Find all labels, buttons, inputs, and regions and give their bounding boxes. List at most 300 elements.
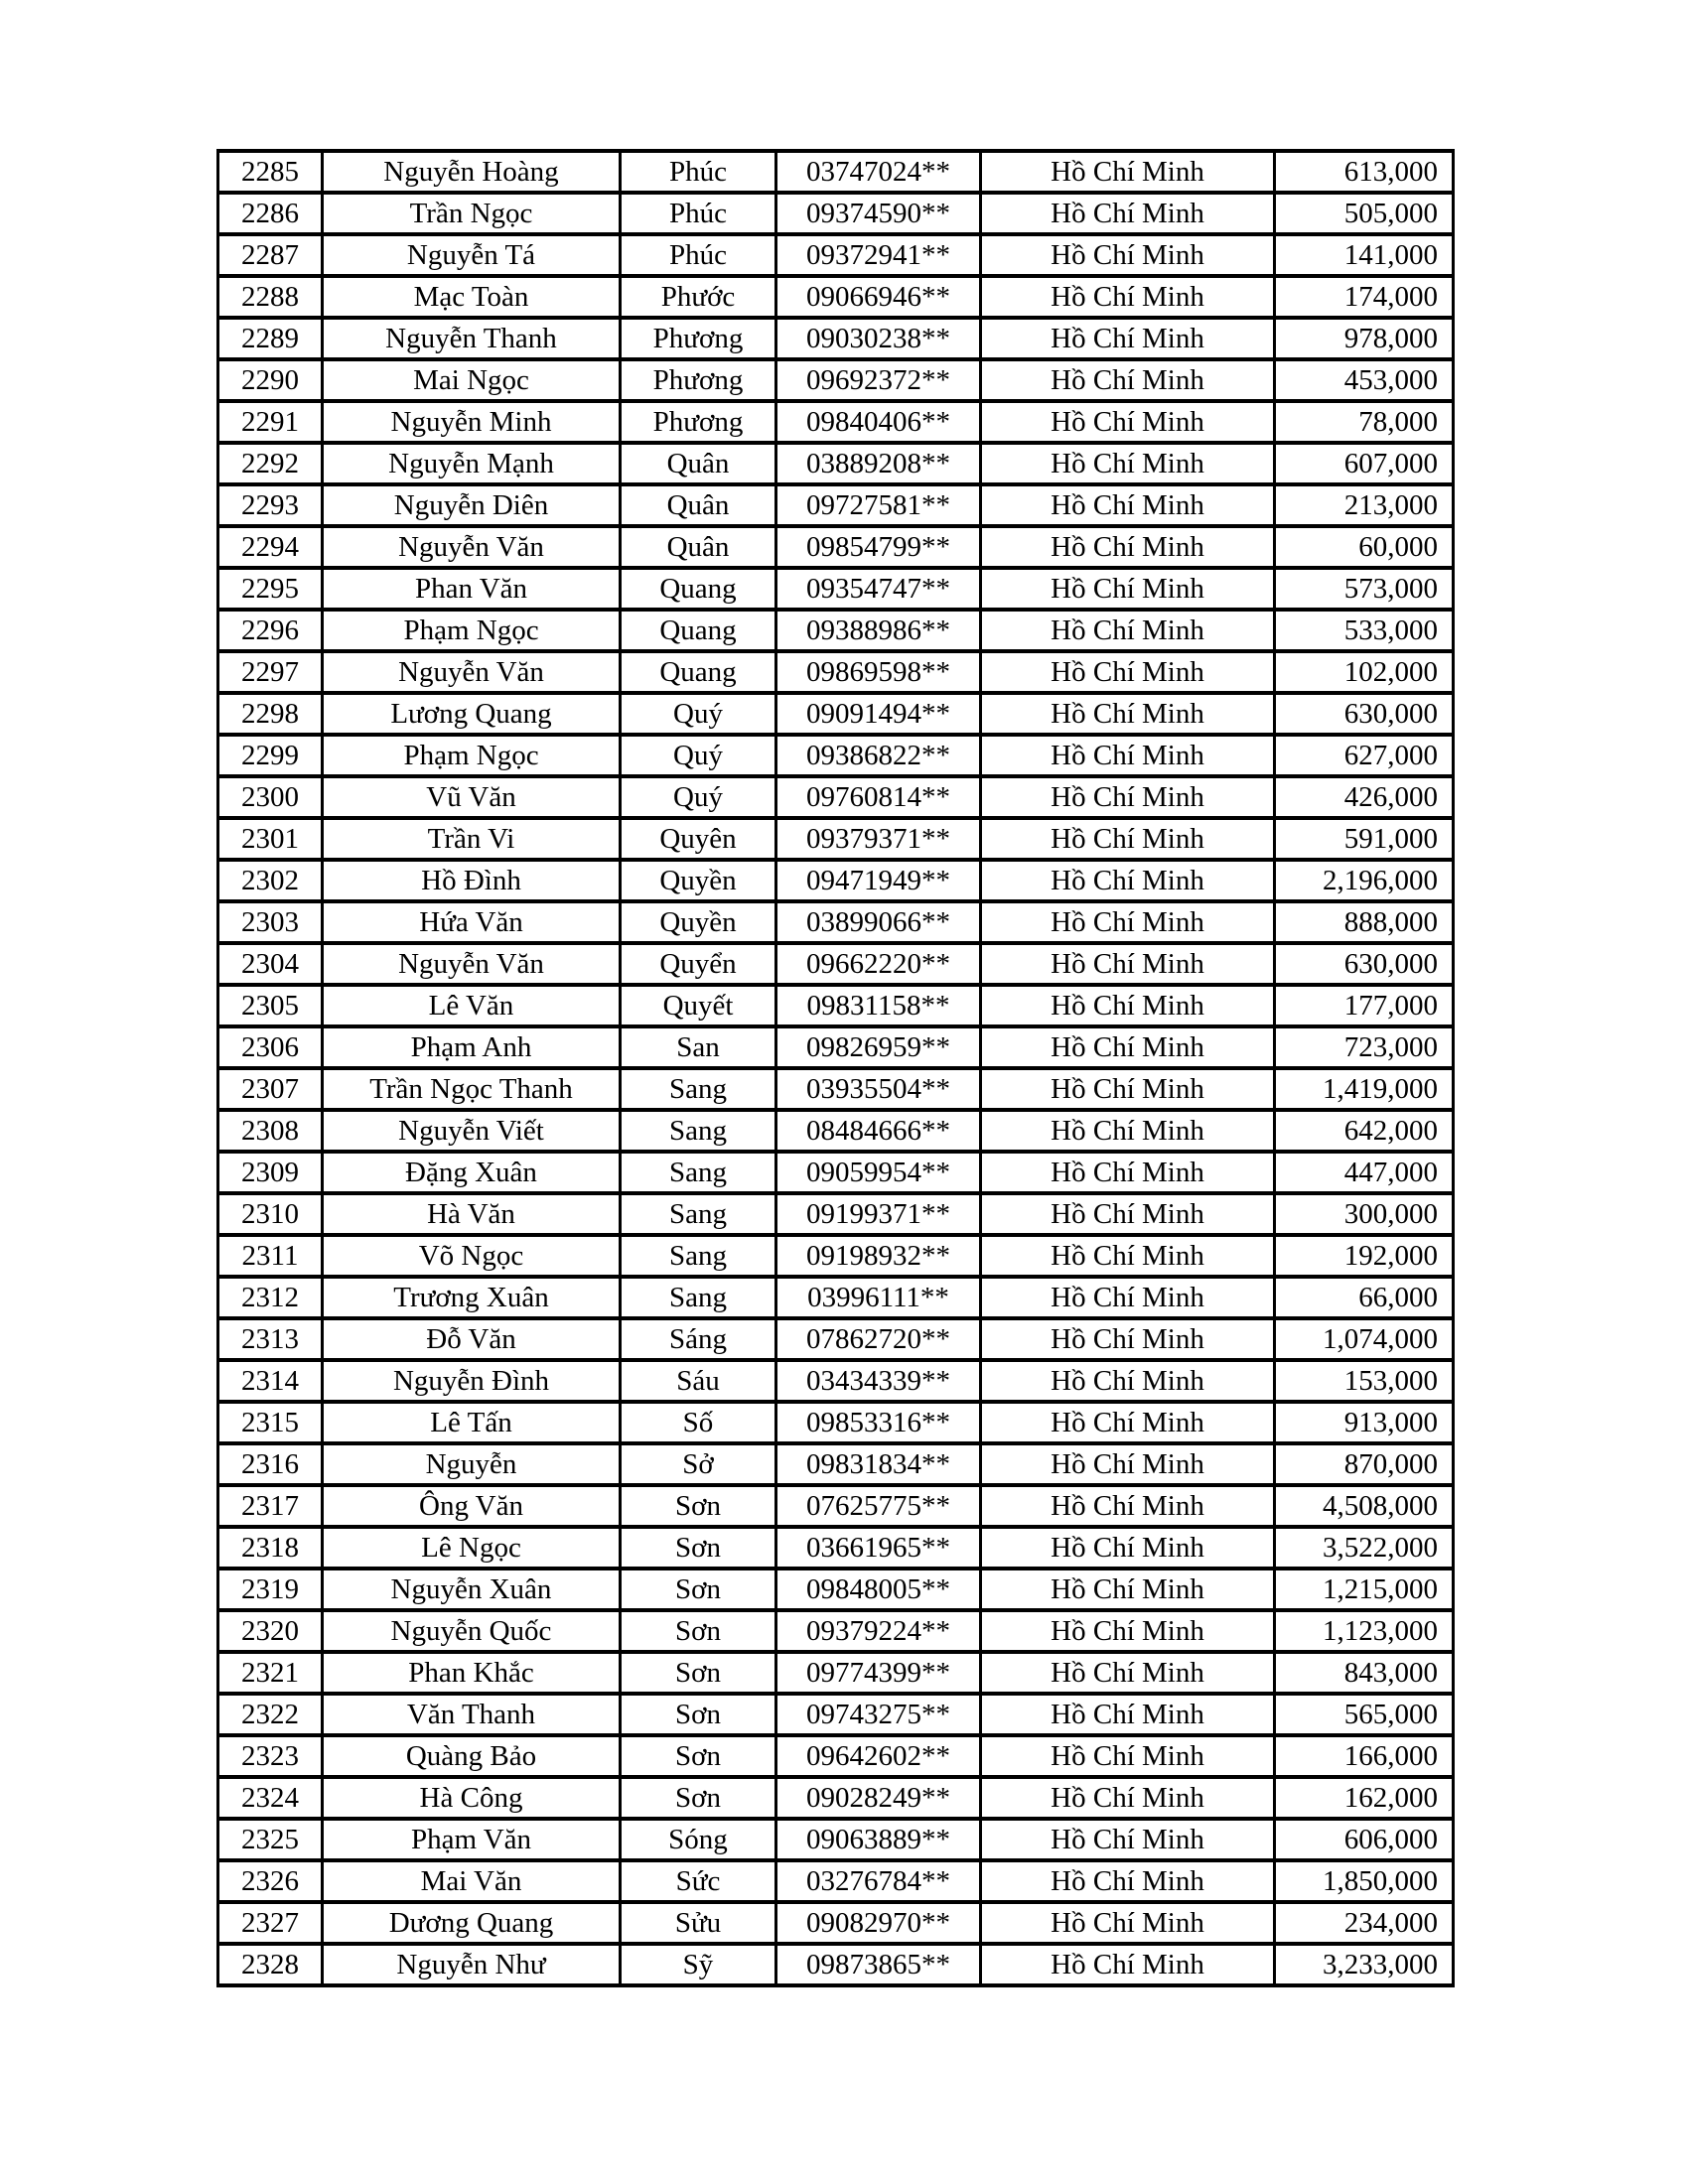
cell-amount: 978,000 — [1275, 318, 1454, 359]
cell-first-name: Quàng Bảo — [323, 1735, 621, 1777]
cell-phone-masked: 09692372** — [776, 359, 981, 401]
table-row — [218, 1944, 1454, 1985]
cell-first-name: Nguyễn Thanh — [323, 318, 621, 359]
cell-city: Hồ Chí Minh — [981, 234, 1275, 276]
cell-last-name: Quyền — [621, 901, 776, 943]
table-row — [218, 735, 1454, 776]
cell-amount: 192,000 — [1275, 1235, 1454, 1277]
cell-last-name: Quyền — [621, 860, 776, 901]
cell-id: 2299 — [218, 735, 323, 776]
cell-phone-masked: 09662220** — [776, 943, 981, 985]
cell-amount: 66,000 — [1275, 1277, 1454, 1318]
cell-first-name: Nguyễn Mạnh — [323, 443, 621, 484]
cell-last-name: Phương — [621, 318, 776, 359]
cell-phone-masked: 03996111** — [776, 1277, 981, 1318]
cell-first-name: Hà Văn — [323, 1193, 621, 1235]
cell-phone-masked: 09379371** — [776, 818, 981, 860]
cell-city: Hồ Chí Minh — [981, 1819, 1275, 1860]
cell-id: 2309 — [218, 1152, 323, 1193]
table-row — [218, 151, 1454, 193]
records-table-body — [218, 151, 1454, 1985]
cell-phone-masked: 09743275** — [776, 1694, 981, 1735]
table-row — [218, 1068, 1454, 1110]
cell-id: 2328 — [218, 1944, 323, 1985]
cell-city: Hồ Chí Minh — [981, 151, 1275, 193]
table-row — [218, 610, 1454, 651]
table-row — [218, 1694, 1454, 1735]
cell-id: 2317 — [218, 1485, 323, 1527]
cell-city: Hồ Chí Minh — [981, 1652, 1275, 1694]
cell-id: 2311 — [218, 1235, 323, 1277]
cell-first-name: Vũ Văn — [323, 776, 621, 818]
cell-city: Hồ Chí Minh — [981, 318, 1275, 359]
cell-amount: 2,196,000 — [1275, 860, 1454, 901]
cell-first-name: Trần Ngọc Thanh — [323, 1068, 621, 1110]
cell-first-name: Mạc Toàn — [323, 276, 621, 318]
cell-first-name: Nguyễn Quốc — [323, 1610, 621, 1652]
cell-city: Hồ Chí Minh — [981, 693, 1275, 735]
cell-amount: 613,000 — [1275, 151, 1454, 193]
cell-first-name: Nguyễn Hoàng — [323, 151, 621, 193]
cell-amount: 723,000 — [1275, 1026, 1454, 1068]
cell-amount: 4,508,000 — [1275, 1485, 1454, 1527]
table-row — [218, 359, 1454, 401]
table-row — [218, 901, 1454, 943]
records-table — [216, 149, 1455, 1987]
cell-phone-masked: 09760814** — [776, 776, 981, 818]
cell-amount: 607,000 — [1275, 443, 1454, 484]
cell-last-name: Sơn — [621, 1527, 776, 1569]
cell-phone-masked: 09199371** — [776, 1193, 981, 1235]
cell-phone-masked: 09354747** — [776, 568, 981, 610]
cell-first-name: Mai Văn — [323, 1860, 621, 1902]
cell-last-name: Sỹ — [621, 1944, 776, 1985]
cell-city: Hồ Chí Minh — [981, 443, 1275, 484]
cell-city: Hồ Chí Minh — [981, 1860, 1275, 1902]
cell-amount: 1,074,000 — [1275, 1318, 1454, 1360]
cell-first-name: Nguyễn Diên — [323, 484, 621, 526]
cell-city: Hồ Chí Minh — [981, 1944, 1275, 1985]
cell-last-name: Sang — [621, 1277, 776, 1318]
cell-amount: 234,000 — [1275, 1902, 1454, 1944]
cell-last-name: Sơn — [621, 1777, 776, 1819]
cell-first-name: Mai Ngọc — [323, 359, 621, 401]
cell-id: 2322 — [218, 1694, 323, 1735]
cell-id: 2307 — [218, 1068, 323, 1110]
cell-city: Hồ Chí Minh — [981, 860, 1275, 901]
cell-last-name: Phương — [621, 359, 776, 401]
cell-first-name: Phạm Ngọc — [323, 735, 621, 776]
cell-phone-masked: 07625775** — [776, 1485, 981, 1527]
cell-id: 2304 — [218, 943, 323, 985]
cell-last-name: San — [621, 1026, 776, 1068]
cell-phone-masked: 03899066** — [776, 901, 981, 943]
cell-amount: 300,000 — [1275, 1193, 1454, 1235]
cell-id: 2302 — [218, 860, 323, 901]
cell-id: 2305 — [218, 985, 323, 1026]
cell-phone-masked: 03434339** — [776, 1360, 981, 1402]
cell-phone-masked: 03661965** — [776, 1527, 981, 1569]
cell-first-name: Võ Ngọc — [323, 1235, 621, 1277]
cell-phone-masked: 03935504** — [776, 1068, 981, 1110]
cell-city: Hồ Chí Minh — [981, 1777, 1275, 1819]
cell-city: Hồ Chí Minh — [981, 401, 1275, 443]
cell-phone-masked: 09028249** — [776, 1777, 981, 1819]
cell-first-name: Trương Xuân — [323, 1277, 621, 1318]
table-row — [218, 1735, 1454, 1777]
cell-amount: 1,123,000 — [1275, 1610, 1454, 1652]
cell-amount: 447,000 — [1275, 1152, 1454, 1193]
cell-city: Hồ Chí Minh — [981, 610, 1275, 651]
cell-phone-masked: 09831158** — [776, 985, 981, 1026]
cell-last-name: Sóng — [621, 1819, 776, 1860]
cell-last-name: Sáu — [621, 1360, 776, 1402]
cell-first-name: Nguyễn Văn — [323, 526, 621, 568]
cell-amount: 870,000 — [1275, 1443, 1454, 1485]
cell-id: 2318 — [218, 1527, 323, 1569]
cell-id: 2320 — [218, 1610, 323, 1652]
cell-last-name: Sáng — [621, 1318, 776, 1360]
cell-phone-masked: 09848005** — [776, 1569, 981, 1610]
cell-id: 2293 — [218, 484, 323, 526]
table-row — [218, 860, 1454, 901]
cell-city: Hồ Chí Minh — [981, 1485, 1275, 1527]
cell-id: 2327 — [218, 1902, 323, 1944]
cell-city: Hồ Chí Minh — [981, 1026, 1275, 1068]
cell-amount: 591,000 — [1275, 818, 1454, 860]
cell-amount: 174,000 — [1275, 276, 1454, 318]
table-row — [218, 193, 1454, 234]
cell-id: 2306 — [218, 1026, 323, 1068]
cell-phone-masked: 09379224** — [776, 1610, 981, 1652]
cell-city: Hồ Chí Minh — [981, 1694, 1275, 1735]
cell-amount: 426,000 — [1275, 776, 1454, 818]
cell-phone-masked: 03276784** — [776, 1860, 981, 1902]
cell-last-name: Quý — [621, 776, 776, 818]
table-row — [218, 1318, 1454, 1360]
cell-phone-masked: 09198932** — [776, 1235, 981, 1277]
cell-phone-masked: 09374590** — [776, 193, 981, 234]
table-row — [218, 1402, 1454, 1443]
cell-id: 2325 — [218, 1819, 323, 1860]
cell-amount: 3,233,000 — [1275, 1944, 1454, 1985]
cell-city: Hồ Chí Minh — [981, 1610, 1275, 1652]
cell-last-name: Phương — [621, 401, 776, 443]
table-row — [218, 1485, 1454, 1527]
cell-amount: 627,000 — [1275, 735, 1454, 776]
cell-id: 2288 — [218, 276, 323, 318]
cell-phone-masked: 03747024** — [776, 151, 981, 193]
table-row — [218, 318, 1454, 359]
cell-first-name: Nguyễn Xuân — [323, 1569, 621, 1610]
table-row — [218, 1652, 1454, 1694]
cell-id: 2316 — [218, 1443, 323, 1485]
cell-city: Hồ Chí Minh — [981, 1277, 1275, 1318]
cell-city: Hồ Chí Minh — [981, 776, 1275, 818]
cell-city: Hồ Chí Minh — [981, 1068, 1275, 1110]
cell-city: Hồ Chí Minh — [981, 1902, 1275, 1944]
cell-amount: 843,000 — [1275, 1652, 1454, 1694]
table-row — [218, 1152, 1454, 1193]
table-row — [218, 1860, 1454, 1902]
table-row — [218, 651, 1454, 693]
cell-amount: 913,000 — [1275, 1402, 1454, 1443]
cell-city: Hồ Chí Minh — [981, 1527, 1275, 1569]
cell-phone-masked: 09774399** — [776, 1652, 981, 1694]
table-row — [218, 484, 1454, 526]
cell-phone-masked: 09372941** — [776, 234, 981, 276]
cell-last-name: Quý — [621, 735, 776, 776]
table-row — [218, 1193, 1454, 1235]
cell-id: 2287 — [218, 234, 323, 276]
table-row — [218, 443, 1454, 484]
cell-id: 2297 — [218, 651, 323, 693]
cell-first-name: Đặng Xuân — [323, 1152, 621, 1193]
cell-amount: 573,000 — [1275, 568, 1454, 610]
cell-first-name: Lê Tấn — [323, 1402, 621, 1443]
table-row — [218, 1235, 1454, 1277]
cell-last-name: Sơn — [621, 1652, 776, 1694]
cell-id: 2319 — [218, 1569, 323, 1610]
cell-id: 2285 — [218, 151, 323, 193]
cell-city: Hồ Chí Minh — [981, 276, 1275, 318]
cell-amount: 166,000 — [1275, 1735, 1454, 1777]
cell-last-name: Quyển — [621, 943, 776, 985]
cell-phone-masked: 09873865** — [776, 1944, 981, 1985]
cell-phone-masked: 07862720** — [776, 1318, 981, 1360]
cell-id: 2312 — [218, 1277, 323, 1318]
cell-amount: 1,419,000 — [1275, 1068, 1454, 1110]
cell-id: 2295 — [218, 568, 323, 610]
cell-city: Hồ Chí Minh — [981, 1402, 1275, 1443]
cell-city: Hồ Chí Minh — [981, 526, 1275, 568]
cell-last-name: Quang — [621, 651, 776, 693]
cell-city: Hồ Chí Minh — [981, 818, 1275, 860]
cell-first-name: Hứa Văn — [323, 901, 621, 943]
cell-id: 2290 — [218, 359, 323, 401]
cell-last-name: Quang — [621, 610, 776, 651]
cell-amount: 630,000 — [1275, 943, 1454, 985]
table-row — [218, 1819, 1454, 1860]
cell-last-name: Phước — [621, 276, 776, 318]
cell-phone-masked: 09388986** — [776, 610, 981, 651]
cell-id: 2294 — [218, 526, 323, 568]
cell-city: Hồ Chí Minh — [981, 193, 1275, 234]
cell-phone-masked: 09854799** — [776, 526, 981, 568]
cell-last-name: Sang — [621, 1193, 776, 1235]
cell-amount: 606,000 — [1275, 1819, 1454, 1860]
cell-amount: 888,000 — [1275, 901, 1454, 943]
cell-id: 2292 — [218, 443, 323, 484]
table-row — [218, 1777, 1454, 1819]
cell-id: 2321 — [218, 1652, 323, 1694]
cell-first-name: Phạm Ngọc — [323, 610, 621, 651]
cell-city: Hồ Chí Minh — [981, 1443, 1275, 1485]
cell-city: Hồ Chí Minh — [981, 1360, 1275, 1402]
table-row — [218, 1569, 1454, 1610]
table-row — [218, 234, 1454, 276]
cell-city: Hồ Chí Minh — [981, 1318, 1275, 1360]
cell-phone-masked: 09030238** — [776, 318, 981, 359]
cell-last-name: Phúc — [621, 234, 776, 276]
cell-first-name: Nguyễn Minh — [323, 401, 621, 443]
table-row — [218, 1360, 1454, 1402]
cell-last-name: Quý — [621, 693, 776, 735]
cell-amount: 1,215,000 — [1275, 1569, 1454, 1610]
table-row — [218, 985, 1454, 1026]
cell-amount: 162,000 — [1275, 1777, 1454, 1819]
cell-first-name: Hà Công — [323, 1777, 621, 1819]
cell-first-name: Nguyễn Viết — [323, 1110, 621, 1152]
cell-first-name: Dương Quang — [323, 1902, 621, 1944]
cell-phone-masked: 09853316** — [776, 1402, 981, 1443]
cell-id: 2314 — [218, 1360, 323, 1402]
cell-amount: 505,000 — [1275, 193, 1454, 234]
cell-id: 2313 — [218, 1318, 323, 1360]
cell-city: Hồ Chí Minh — [981, 943, 1275, 985]
cell-first-name: Trần Vi — [323, 818, 621, 860]
cell-first-name: Văn Thanh — [323, 1694, 621, 1735]
cell-id: 2323 — [218, 1735, 323, 1777]
cell-phone-masked: 09869598** — [776, 651, 981, 693]
cell-last-name: Sang — [621, 1152, 776, 1193]
cell-phone-masked: 09471949** — [776, 860, 981, 901]
table-row — [218, 1527, 1454, 1569]
table-row — [218, 818, 1454, 860]
cell-city: Hồ Chí Minh — [981, 1569, 1275, 1610]
cell-id: 2308 — [218, 1110, 323, 1152]
cell-last-name: Quân — [621, 484, 776, 526]
cell-phone-masked: 09063889** — [776, 1819, 981, 1860]
cell-id: 2310 — [218, 1193, 323, 1235]
cell-city: Hồ Chí Minh — [981, 1193, 1275, 1235]
cell-last-name: Sang — [621, 1235, 776, 1277]
cell-first-name: Phan Khắc — [323, 1652, 621, 1694]
cell-last-name: Sơn — [621, 1694, 776, 1735]
cell-amount: 3,522,000 — [1275, 1527, 1454, 1569]
cell-phone-masked: 03889208** — [776, 443, 981, 484]
cell-amount: 60,000 — [1275, 526, 1454, 568]
cell-id: 2289 — [218, 318, 323, 359]
table-row — [218, 1026, 1454, 1068]
cell-amount: 177,000 — [1275, 985, 1454, 1026]
cell-amount: 213,000 — [1275, 484, 1454, 526]
cell-last-name: Sức — [621, 1860, 776, 1902]
cell-phone-masked: 09831834** — [776, 1443, 981, 1485]
cell-first-name: Nguyễn — [323, 1443, 621, 1485]
cell-id: 2324 — [218, 1777, 323, 1819]
table-row — [218, 776, 1454, 818]
cell-last-name: Quyên — [621, 818, 776, 860]
cell-id: 2315 — [218, 1402, 323, 1443]
cell-amount: 1,850,000 — [1275, 1860, 1454, 1902]
cell-id: 2303 — [218, 901, 323, 943]
cell-phone-masked: 09642602** — [776, 1735, 981, 1777]
cell-city: Hồ Chí Minh — [981, 735, 1275, 776]
cell-last-name: Số — [621, 1402, 776, 1443]
cell-phone-masked: 08484666** — [776, 1110, 981, 1152]
cell-phone-masked: 09066946** — [776, 276, 981, 318]
cell-first-name: Trần Ngọc — [323, 193, 621, 234]
cell-first-name: Nguyễn Tá — [323, 234, 621, 276]
cell-city: Hồ Chí Minh — [981, 359, 1275, 401]
cell-first-name: Đỗ Văn — [323, 1318, 621, 1360]
cell-phone-masked: 09386822** — [776, 735, 981, 776]
cell-amount: 642,000 — [1275, 1110, 1454, 1152]
cell-first-name: Nguyễn Văn — [323, 651, 621, 693]
cell-last-name: Sơn — [621, 1735, 776, 1777]
cell-city: Hồ Chí Minh — [981, 1235, 1275, 1277]
cell-first-name: Nguyễn Như — [323, 1944, 621, 1985]
cell-id: 2296 — [218, 610, 323, 651]
cell-id: 2286 — [218, 193, 323, 234]
table-row — [218, 1443, 1454, 1485]
cell-phone-masked: 09082970** — [776, 1902, 981, 1944]
cell-amount: 78,000 — [1275, 401, 1454, 443]
table-row — [218, 1902, 1454, 1944]
cell-amount: 630,000 — [1275, 693, 1454, 735]
cell-last-name: Sở — [621, 1443, 776, 1485]
cell-first-name: Nguyễn Văn — [323, 943, 621, 985]
cell-id: 2300 — [218, 776, 323, 818]
cell-city: Hồ Chí Minh — [981, 1110, 1275, 1152]
cell-first-name: Ông Văn — [323, 1485, 621, 1527]
cell-id: 2301 — [218, 818, 323, 860]
cell-city: Hồ Chí Minh — [981, 985, 1275, 1026]
cell-first-name: Lê Văn — [323, 985, 621, 1026]
table-row — [218, 526, 1454, 568]
cell-last-name: Phúc — [621, 193, 776, 234]
cell-id: 2291 — [218, 401, 323, 443]
cell-last-name: Sơn — [621, 1485, 776, 1527]
cell-last-name: Sơn — [621, 1610, 776, 1652]
cell-city: Hồ Chí Minh — [981, 568, 1275, 610]
cell-city: Hồ Chí Minh — [981, 1152, 1275, 1193]
cell-id: 2298 — [218, 693, 323, 735]
table-row — [218, 1110, 1454, 1152]
cell-last-name: Sửu — [621, 1902, 776, 1944]
table-row — [218, 401, 1454, 443]
cell-last-name: Quang — [621, 568, 776, 610]
cell-phone-masked: 09727581** — [776, 484, 981, 526]
cell-first-name: Phạm Văn — [323, 1819, 621, 1860]
cell-last-name: Quyết — [621, 985, 776, 1026]
cell-phone-masked: 09091494** — [776, 693, 981, 735]
cell-phone-masked: 09826959** — [776, 1026, 981, 1068]
cell-amount: 565,000 — [1275, 1694, 1454, 1735]
cell-city: Hồ Chí Minh — [981, 484, 1275, 526]
cell-first-name: Nguyễn Đình — [323, 1360, 621, 1402]
cell-first-name: Hồ Đình — [323, 860, 621, 901]
cell-phone-masked: 09840406** — [776, 401, 981, 443]
cell-amount: 453,000 — [1275, 359, 1454, 401]
cell-city: Hồ Chí Minh — [981, 1735, 1275, 1777]
cell-last-name: Quân — [621, 526, 776, 568]
cell-amount: 533,000 — [1275, 610, 1454, 651]
cell-last-name: Quân — [621, 443, 776, 484]
cell-last-name: Sơn — [621, 1569, 776, 1610]
cell-id: 2326 — [218, 1860, 323, 1902]
cell-last-name: Sang — [621, 1110, 776, 1152]
cell-city: Hồ Chí Minh — [981, 901, 1275, 943]
cell-first-name: Phạm Anh — [323, 1026, 621, 1068]
cell-first-name: Phan Văn — [323, 568, 621, 610]
cell-last-name: Sang — [621, 1068, 776, 1110]
cell-amount: 102,000 — [1275, 651, 1454, 693]
table-row — [218, 1277, 1454, 1318]
table-row — [218, 943, 1454, 985]
cell-first-name: Lê Ngọc — [323, 1527, 621, 1569]
